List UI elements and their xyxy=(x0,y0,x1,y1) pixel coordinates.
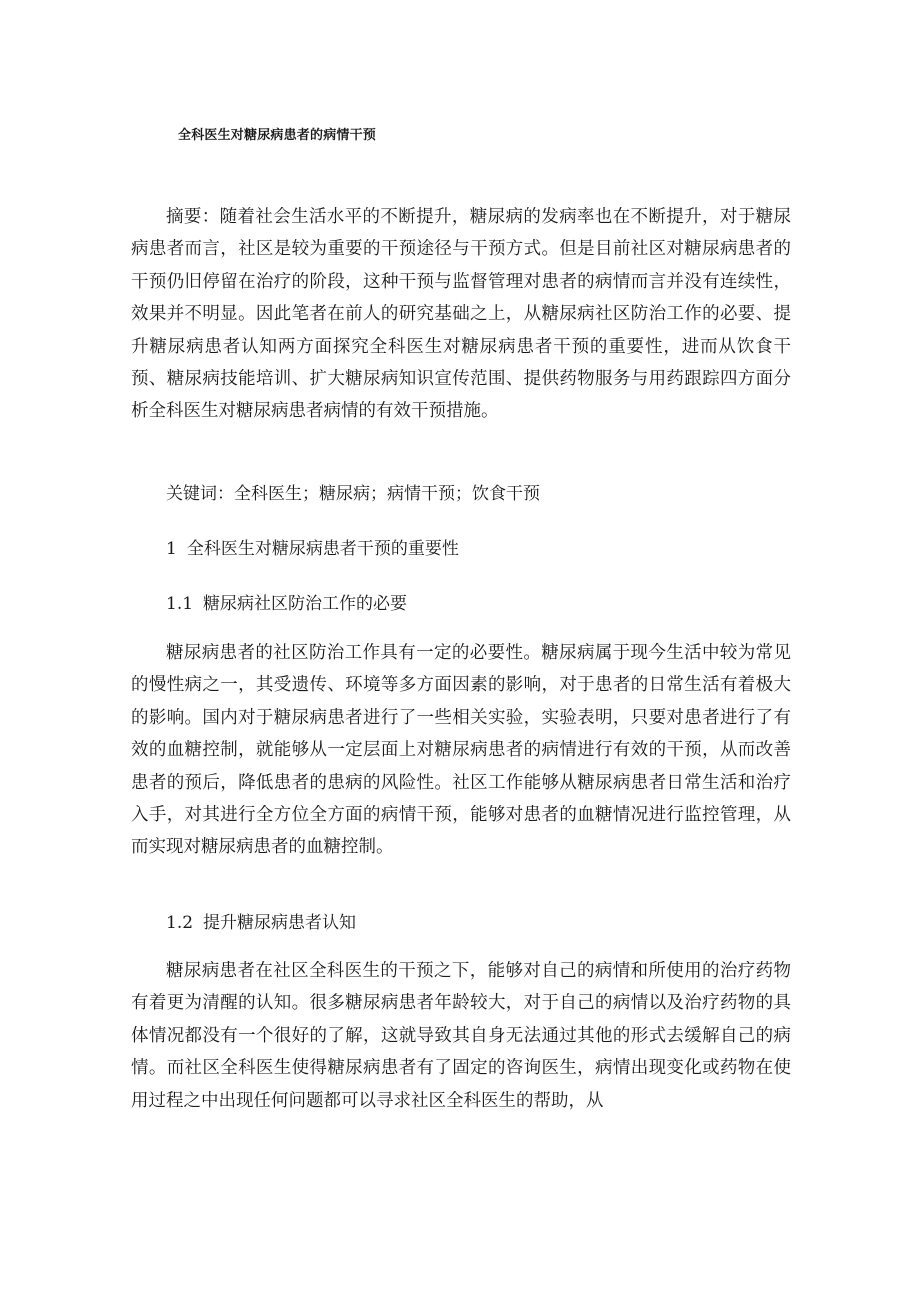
section-title: 糖尿病社区防治工作的必要 xyxy=(203,594,408,614)
section-1-1-paragraph: 糖尿病患者的社区防治工作具有一定的必要性。糖尿病属于现今生活中较为常见的慢性病之一，其受遗传、环境等多方面因素的影响，对于患者的日常生活有着极大的影响。国内对于糖尿病患者进行了一些相关实验，实验表明，只要对患者进行了有效的血糖控制，就能够从一定层面上对糖尿病患者的病情进行有效的干预，从而改善患者的预后，降低患者的患病的风险性。社区工作能够从糖尿病患者日常生活和治疗入手，对其进行全方位全方面的病情干预，能够对患者的血糖情况进行监控管理，从而实现对糖尿病患者的血糖控制。 xyxy=(131,643,791,858)
section-number: 1.2 xyxy=(166,913,194,933)
section-1-2-heading xyxy=(166,911,356,935)
section-1-heading xyxy=(166,537,459,561)
section-number: 1 xyxy=(166,539,177,559)
section-title: 提升糖尿病患者认知 xyxy=(203,913,357,933)
abstract-paragraph: 摘要：随着社会生活水平的不断提升，糖尿病的发病率也在不断提升，对于糖尿病患者而言，社区是较为重要的干预途径与干预方式。但是目前社区对糖尿病患者的干预仍旧停留在治疗的阶段，这种干预与监督管理对患者的病情而言并没有连续性，效果并不明显。因此笔者在前人的研究基础之上，从糖尿病社区防治工作的必要、提升糖尿病患者认知两方面探究全科医生对糖尿病患者干预的重要性，进而从饮食干预、糖尿病技能培训、扩大糖尿病知识宣传范围、提供药物服务与用药跟踪四方面分析全科医生对糖尿病患者病情的有效干预措施。 xyxy=(131,207,791,422)
document-title: 全科医生对糖尿病患者的病情干预 xyxy=(178,128,377,143)
section-number: 1.1 xyxy=(166,594,194,614)
section-title: 全科医生对糖尿病患者干预的重要性 xyxy=(186,539,459,559)
section-1-2-paragraph: 糖尿病患者在社区全科医生的干预之下，能够对自己的病情和所使用的治疗药物有着更为清醒的认知。很多糖尿病患者年龄较大，对于自己的病情以及治疗药物的具体情况都没有一个很好的了解，这就导致其自身无法通过其他的形式去缓解自己的病情。而社区全科医生使得糖尿病患者有了固定的咨询医生，病情出现变化或药物在使用过程之中出现任何问题都可以寻求社区全科医生的帮助，从 xyxy=(131,961,791,1111)
keywords-line: 关键词：全科医生；糖尿病；病情干预；饮食干预 xyxy=(166,484,540,504)
section-1-1-heading xyxy=(166,592,407,616)
